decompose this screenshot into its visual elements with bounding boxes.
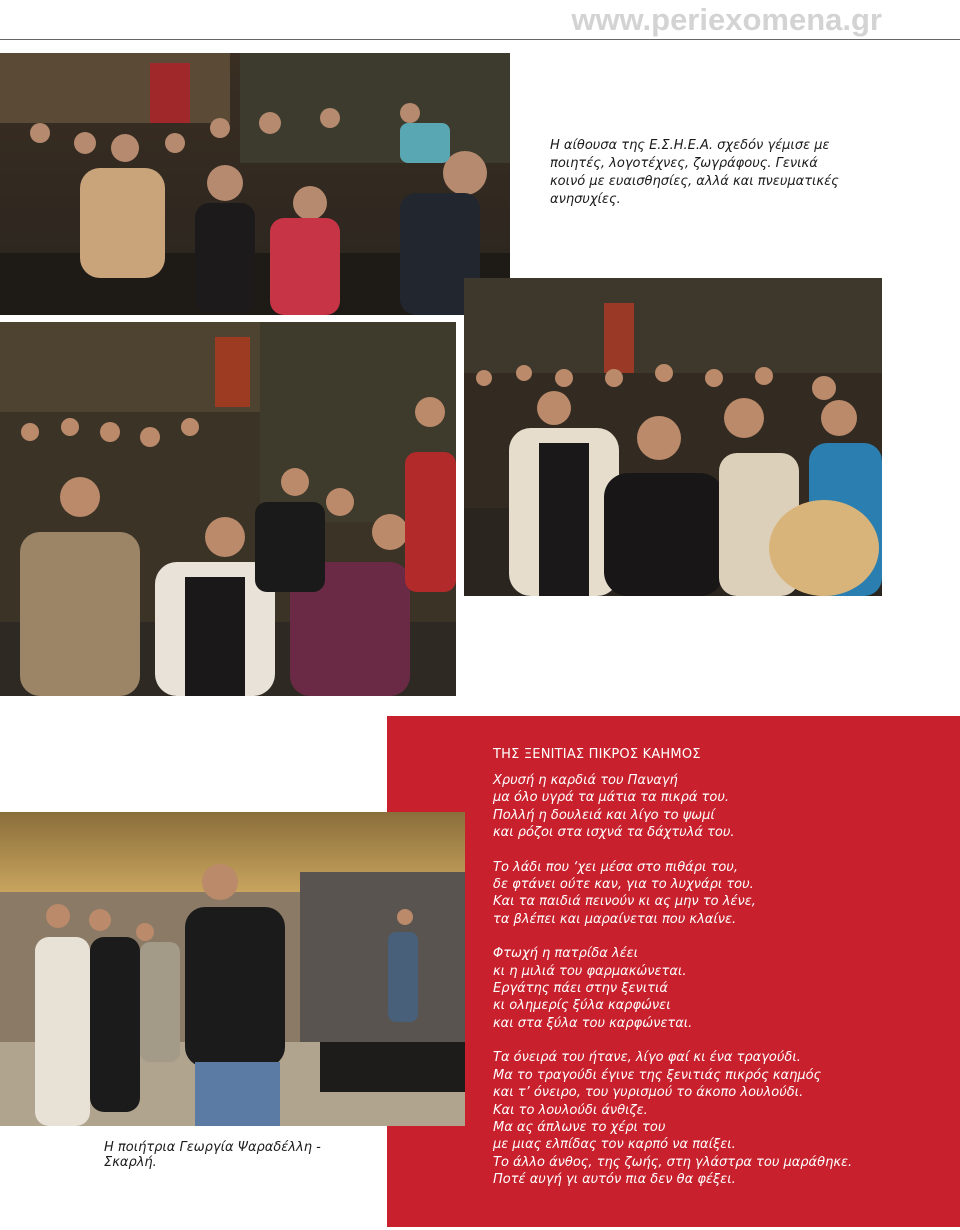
poem-stanza-2 [493,859,913,929]
poem-line: Και τα παιδιά πεινούν κι ας μην το λένε, [493,894,756,910]
poem-line: Εργάτης πάει στην ξενιτιά [493,981,668,997]
photo-audience-left [0,322,456,696]
audience-right-image [464,278,882,596]
poem-line: με μιας ελπίδας τον καρπό να παίξει. [493,1137,736,1153]
poem-line: Το άλλο άνθος, της ζωής, στη γλάστρα του μαράθηκε. [493,1154,853,1170]
poem-line: Τα όνειρά του ήτανε, λίγο φαί κι ένα τραγούδι. [493,1050,801,1066]
audience-top-image [0,53,510,315]
poem-line: Μα ας άπλωνε το χέρι του [493,1119,666,1135]
caption-hall: Η αίθουσα της Ε.Σ.Η.Ε.Α. σχεδόν γέμισε με ποιητές, λογοτέχνες, ζωγράφους. Γενικά κοινό με ευαισθησίες, αλλά και πνευματικές ανησυχίες. [550,138,839,207]
poem-line: Και το λουλούδι άνθιζε. [493,1102,648,1118]
poem-line: Μα το τραγούδι έγινε της ξενιτιάς πικρός καημός [493,1067,822,1083]
photo-audience-right [464,278,882,596]
header-divider [0,39,960,40]
poem [493,747,913,1206]
poem-line: και τ’ όνειρο, του γυρισμού το άκοπο λουλούδι. [493,1085,804,1101]
poem-line: Το λάδι που ‘χει μέσα στο πιθάρι του, [493,859,738,875]
audience-left-image [0,322,456,696]
photo-audience-top [0,53,510,315]
poem-line: και ρόζοι στα ισχνά τα δάχτυλά του. [493,825,735,841]
poem-line: Πολλή η δουλειά και λίγο το ψωμί [493,807,715,823]
poem-line: και στα ξύλα του καρφώνεται. [493,1015,693,1031]
poem-line: δε φτάνει ούτε καν, για το λυχνάρι του. [493,877,754,893]
poem-stanza-1 [493,772,913,842]
photo-poet [0,812,465,1126]
poem-line: κι ολημερίς ξύλα καρφώνει [493,998,671,1014]
poet-image [0,812,465,1126]
site-url[interactable]: www.periexomena.gr [571,2,882,37]
poem-line: μα όλο υγρά τα μάτια τα πικρά του. [493,790,729,806]
caption-poet: Η ποιήτρια Γεωργία Ψαραδέλλη - Σκαρλή. [104,1140,321,1170]
poem-stanza-3 [493,945,913,1032]
page-header [0,0,960,40]
poem-line: κι η μιλιά του φαρμακώνεται. [493,963,687,979]
poem-line: Χρυσή η καρδιά του Παναγή [493,773,678,788]
poem-stanza-4 [493,1049,913,1188]
poem-title: ΤΗΣ ΞΕΝΙΤΙΑΣ ΠΙΚΡΟΣ ΚΑΗΜΟΣ [493,747,701,762]
poem-line: Ποτέ αυγή γι αυτόν πια δεν θα φέξει. [493,1172,736,1188]
poem-line: τα βλέπει και μαραίνεται που κλαίνε. [493,911,737,927]
poem-line: Φτωχή η πατρίδα λέει [493,946,639,962]
